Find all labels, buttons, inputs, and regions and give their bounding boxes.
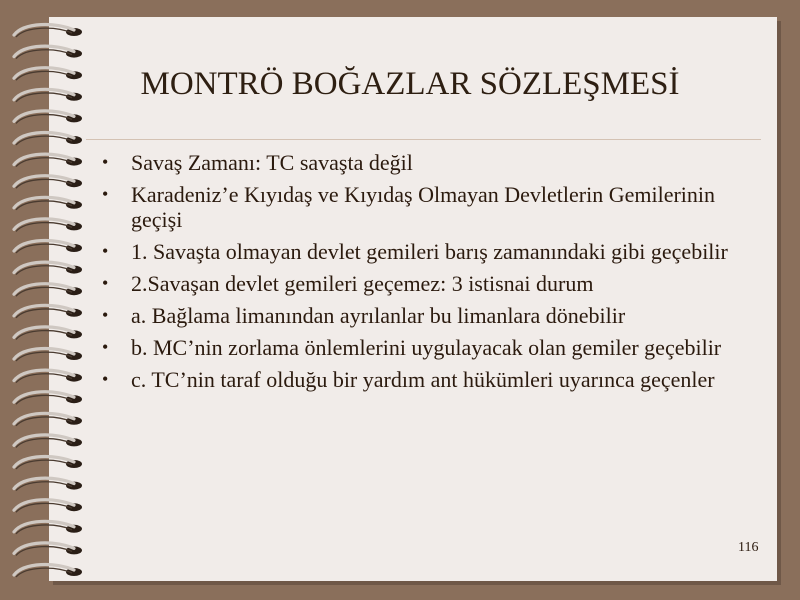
binding-ring	[14, 46, 74, 56]
binding-ring	[14, 500, 74, 510]
bullet-item	[102, 303, 762, 328]
binding-ring-shadow	[16, 158, 72, 167]
bullet-list	[102, 150, 762, 399]
binding-ring	[14, 370, 74, 380]
bullet-icon: •	[102, 337, 109, 357]
binding-ring-shadow	[16, 439, 72, 448]
binding-ring-shadow	[16, 547, 72, 556]
binding-ring-shadow	[16, 352, 72, 361]
binding-ring-shadow	[16, 417, 72, 426]
binding-ring	[14, 154, 74, 164]
bullet-icon: •	[102, 273, 109, 293]
binding-ring-shadow	[16, 460, 72, 469]
binding-ring-shadow	[16, 244, 72, 253]
bullet-text: b. MC’nin zorlama önlemlerini uygulayacak olan gemiler geçebilir	[131, 335, 722, 360]
bullet-item	[102, 239, 762, 264]
bullet-text: 2.Savaşan devlet gemileri geçemez: 3 istisnai durum	[131, 271, 594, 296]
binding-ring	[14, 241, 74, 251]
binding-ring	[14, 262, 74, 272]
bullet-text: a. Bağlama limanından ayrılanlar bu limanlara dönebilir	[131, 303, 626, 328]
bullet-text: Savaş Zamanı: TC savaşta değil	[131, 150, 413, 175]
binding-ring	[14, 521, 74, 531]
binding-ring	[14, 543, 74, 553]
slide-title: MONTRÖ BOĞAZLAR SÖZLEŞMESİ	[140, 66, 680, 102]
binding-ring-shadow	[16, 266, 72, 275]
binding-ring-shadow	[16, 374, 72, 383]
binding-ring-shadow	[16, 115, 72, 124]
bullet-icon: •	[102, 184, 109, 204]
binding-ring	[14, 197, 74, 207]
binding-ring-shadow	[16, 568, 72, 577]
bullet-icon: •	[102, 305, 109, 325]
binding-ring-shadow	[16, 28, 72, 37]
binding-ring-shadow	[16, 287, 72, 296]
binding-ring	[14, 413, 74, 423]
title-divider	[86, 139, 761, 140]
binding-ring	[14, 219, 74, 229]
binding-ring-shadow	[16, 503, 72, 512]
bullet-text: Karadeniz’e Kıyıdaş ve Kıyıdaş Olmayan Devletlerin Gemilerinin geçişi	[131, 182, 716, 232]
bullet-item	[102, 367, 762, 392]
binding-ring-shadow	[16, 50, 72, 59]
binding-ring	[14, 392, 74, 402]
binding-ring	[14, 25, 74, 35]
binding-ring	[14, 349, 74, 359]
binding-ring-shadow	[16, 179, 72, 188]
binding-ring-shadow	[16, 331, 72, 340]
binding-ring-shadow	[16, 395, 72, 404]
binding-ring-shadow	[16, 482, 72, 491]
binding-ring	[14, 565, 74, 575]
bullet-item	[102, 271, 762, 296]
binding-ring	[14, 478, 74, 488]
bullet-icon: •	[102, 369, 109, 389]
bullet-icon: •	[102, 241, 109, 261]
binding-ring	[14, 327, 74, 337]
binding-ring	[14, 457, 74, 467]
bullet-text: c. TC’nin taraf olduğu bir yardım ant hükümleri uyarınca geçenler	[131, 367, 715, 392]
binding-ring-shadow	[16, 201, 72, 210]
binding-ring	[14, 305, 74, 315]
binding-ring	[14, 176, 74, 186]
bullet-icon: •	[102, 152, 109, 172]
binding-ring-shadow	[16, 309, 72, 318]
binding-ring	[14, 133, 74, 143]
page-number: 116	[738, 540, 759, 555]
binding-ring	[14, 435, 74, 445]
bullet-item	[102, 150, 762, 175]
bullet-text: 1. Savaşta olmayan devlet gemileri barış zamanındaki gibi geçebilir	[131, 239, 728, 264]
binding-ring	[14, 284, 74, 294]
binding-ring-shadow	[16, 525, 72, 534]
binding-ring	[14, 111, 74, 121]
bullet-item	[102, 335, 762, 360]
bullet-item	[102, 182, 762, 232]
binding-ring-shadow	[16, 136, 72, 145]
binding-ring-shadow	[16, 223, 72, 232]
